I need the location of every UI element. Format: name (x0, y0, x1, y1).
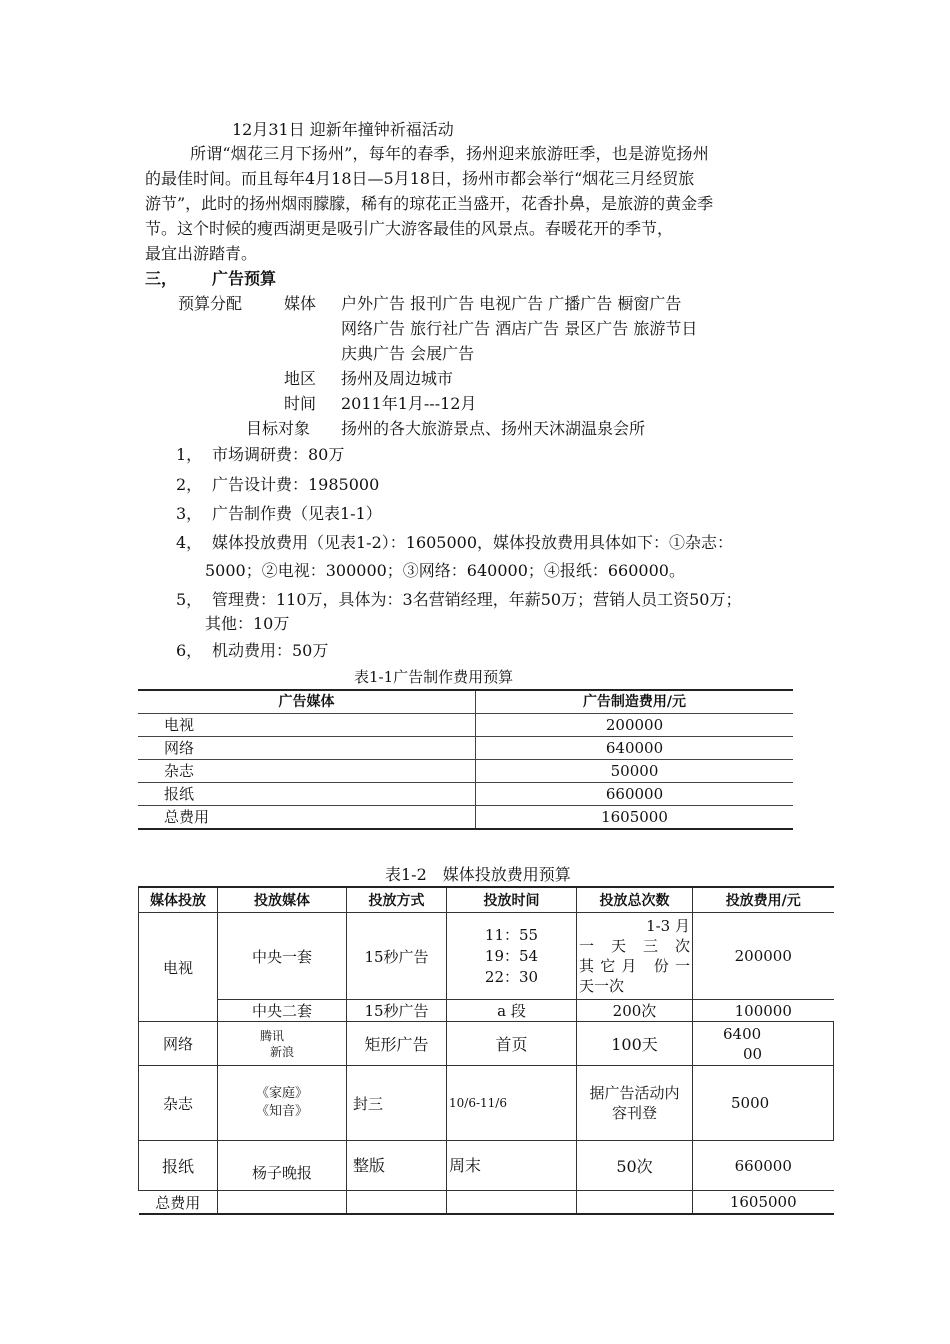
media-cell: 杂志 (138, 760, 476, 783)
paragraph-line: 最宜出游踏青。 (145, 244, 258, 263)
item-number: 1， (176, 445, 203, 464)
column-header: 广告制造费用/元 (476, 690, 794, 714)
count-line: 容刊登 (611, 1104, 657, 1122)
column-header: 媒体投放 (139, 887, 218, 913)
media-line: 新浪 (269, 1044, 294, 1059)
method-cell: 15秒广告 (347, 1000, 447, 1022)
empty-cell (218, 1191, 347, 1215)
media-cell: 杨子晚报 (218, 1141, 347, 1191)
item-number: 4， (176, 533, 203, 552)
table-row (139, 1000, 834, 1022)
item-number: 3， (176, 504, 203, 523)
count-cell: 200次 (577, 1000, 693, 1022)
cost-cell: 5000 (693, 1066, 834, 1141)
paragraph-line: 节。这个时候的瘦西湖更是吸引广大游客最佳的风景点。春暖花开的季节， (145, 219, 674, 238)
item-text: 媒体投放费用（见表1-2）：1605000，媒体投放费用具体如下：①杂志： (212, 533, 734, 552)
count-cell: 100天 (577, 1022, 693, 1066)
method-cell: 矩形广告 (347, 1022, 447, 1066)
time-cell: 周末 (447, 1141, 577, 1191)
table-row (139, 1022, 834, 1066)
category-cell: 杂志 (139, 1066, 218, 1141)
time-cell (447, 913, 577, 1000)
item-text: 广告制作费（见表1-1） (212, 504, 382, 523)
section-number: 三， (145, 269, 178, 288)
count-line: 天一次 (579, 977, 625, 995)
paragraph-line: 的最佳时间。而且每年4月18日—5月18日，扬州市都会举行“烟花三月经贸旅 (145, 169, 695, 188)
table-header-row (138, 690, 793, 714)
count-line: 一 天 三 次 (579, 937, 690, 955)
time-label: 时间 (284, 394, 317, 413)
table-row (139, 1066, 834, 1141)
event-line: 12月31日 迎新年撞钟祈福活动 (232, 120, 454, 139)
media-line: 《知音》 (255, 1104, 308, 1119)
target-label: 目标对象 (246, 419, 311, 438)
count-line: 1-3 月 (646, 917, 690, 935)
item-text: 机动费用：50万 (212, 641, 329, 660)
allocation-label: 预算分配 (178, 294, 243, 313)
table1-caption: 表1-1广告制作费用预算 (354, 668, 514, 686)
cost-cell: 50000 (476, 760, 794, 783)
media-cell: 报纸 (138, 783, 476, 806)
cost-cell: 1605000 (693, 1191, 834, 1215)
column-header: 投放时间 (447, 887, 577, 913)
media-line: 户外广告 报刊广告 电视广告 广播广告 橱窗广告 (341, 294, 682, 313)
region-label: 地区 (284, 369, 317, 388)
table-header-row (139, 887, 834, 913)
count-line: 其它月 份一 (579, 957, 690, 975)
time-value: 22：30 (484, 967, 539, 986)
cost-cell: 200000 (693, 913, 834, 1000)
cost-line: 6400 (723, 1024, 762, 1043)
item-text: 市场调研费：80万 (212, 445, 345, 464)
media-line: 《家庭》 (255, 1086, 308, 1101)
table-row (138, 760, 793, 783)
media-cell: 网络 (138, 737, 476, 760)
table-row-total (138, 806, 793, 830)
count-line: 据广告活动内 (589, 1084, 680, 1102)
cost-cell: 1605000 (476, 806, 794, 830)
media-cell: 总费用 (138, 806, 476, 830)
cost-cell (693, 1022, 834, 1066)
empty-cell (447, 1191, 577, 1215)
time-value: 19：54 (484, 946, 539, 965)
media-cell (218, 1022, 347, 1066)
count-cell (577, 913, 693, 1000)
cost-cell: 640000 (476, 737, 794, 760)
method-cell: 15秒广告 (347, 913, 447, 1000)
time-value: 2011年1月---12月 (341, 394, 477, 413)
table-row (138, 714, 793, 737)
item-text-cont: 其他：10万 (205, 614, 290, 633)
category-cell: 报纸 (139, 1141, 218, 1191)
cost-cell: 200000 (476, 714, 794, 737)
column-header: 投放方式 (347, 887, 447, 913)
cost-line: 00 (743, 1044, 763, 1063)
cost-cell: 660000 (693, 1141, 834, 1191)
region-value: 扬州及周边城市 (341, 369, 454, 388)
time-cell: 10/6-11/6 (447, 1066, 577, 1141)
item-text: 广告设计费：1985000 (212, 475, 380, 494)
item-number: 2， (176, 475, 203, 494)
table-row-total (139, 1191, 834, 1215)
media-placement-table (138, 886, 834, 1215)
media-line: 网络广告 旅行社广告 酒店广告 景区广告 旅游节日 (341, 319, 698, 338)
time-cell: 首页 (447, 1022, 577, 1066)
time-cell: a 段 (447, 1000, 577, 1022)
table-row (138, 783, 793, 806)
empty-cell (577, 1191, 693, 1215)
table-row (139, 1141, 834, 1191)
time-value: 11：55 (484, 925, 539, 944)
paragraph-line: 游节”，此时的扬州烟雨朦朦，稀有的琼花正当盛开，花香扑鼻，是旅游的黄金季 (145, 194, 714, 213)
item-text-cont: 5000；②电视：300000；③网络：640000；④报纸：660000。 (205, 561, 685, 580)
column-header: 投放媒体 (218, 887, 347, 913)
paragraph-line: 所谓“烟花三月下扬州”，每年的春季，扬州迎来旅游旺季，也是游览扬州 (190, 144, 709, 163)
item-number: 5， (176, 590, 203, 609)
category-cell: 网络 (139, 1022, 218, 1066)
cost-cell: 100000 (693, 1000, 834, 1022)
table-row (139, 913, 834, 1000)
column-header: 投放总次数 (577, 887, 693, 913)
table-row (138, 737, 793, 760)
column-header: 广告媒体 (138, 690, 476, 714)
table2-caption: 表1-2 媒体投放费用预算 (385, 865, 571, 884)
empty-cell (347, 1191, 447, 1215)
method-cell: 封三 (347, 1066, 447, 1141)
media-label: 媒体 (284, 294, 317, 313)
item-text: 管理费：110万，具体为：3名营销经理，年薪50万；营销人员工资50万； (212, 590, 742, 609)
media-cell (218, 1066, 347, 1141)
media-cell: 电视 (138, 714, 476, 737)
media-line: 庆典广告 会展广告 (341, 344, 475, 363)
item-number: 6， (176, 641, 203, 660)
count-cell (577, 1066, 693, 1141)
column-header: 投放费用/元 (693, 887, 834, 913)
production-cost-table (138, 689, 793, 830)
media-cell: 中央一套 (218, 913, 347, 1000)
target-value: 扬州的各大旅游景点、扬州天沐湖温泉会所 (341, 419, 646, 438)
category-cell: 总费用 (139, 1191, 218, 1215)
section-title: 广告预算 (212, 269, 277, 288)
media-line: 腾讯 (259, 1028, 284, 1043)
count-cell: 50次 (577, 1141, 693, 1191)
method-cell: 整版 (347, 1141, 447, 1191)
category-cell: 电视 (139, 913, 218, 1022)
media-cell: 中央二套 (218, 1000, 347, 1022)
cost-cell: 660000 (476, 783, 794, 806)
